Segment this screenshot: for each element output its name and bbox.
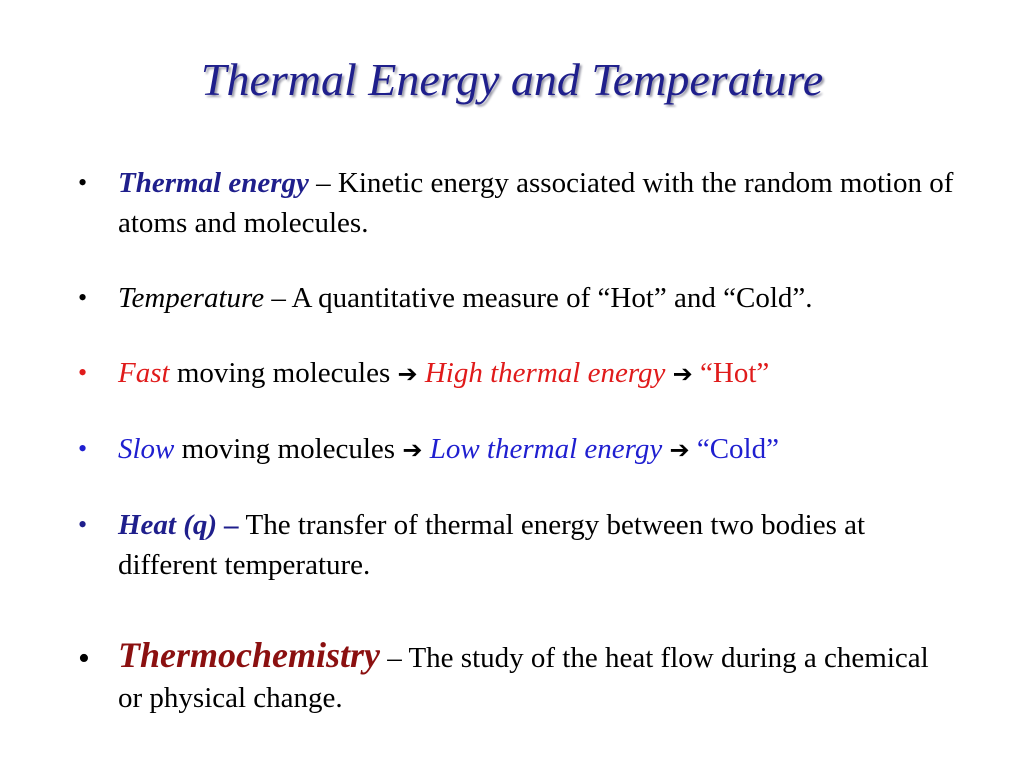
phrase-low-thermal-energy: Low thermal energy — [429, 433, 663, 465]
moving-molecules-text: moving molecules — [174, 433, 403, 465]
separator: – — [308, 167, 338, 199]
term-heat: Heat (q) – — [118, 509, 239, 541]
definition-thermal-energy: Kinetic energy associated with the random motion of atoms and molecules. — [118, 167, 954, 239]
definition-thermochemistry: The study of the heat flow during a chemical or physical change. — [118, 642, 929, 714]
bullet-marker: • — [78, 510, 88, 539]
term-slow: Slow — [118, 433, 175, 465]
bullet-list — [78, 163, 958, 753]
bullet-thermal-energy — [78, 163, 958, 243]
definition-temperature: A quantitative measure of “Hot” and “Cold”. — [291, 282, 813, 314]
term-thermal-energy: Thermal energy — [118, 167, 309, 199]
bullet-marker: • — [78, 283, 88, 312]
bullet-heat — [78, 505, 958, 585]
term-fast: Fast — [118, 357, 170, 389]
result-hot: “Hot” — [700, 357, 770, 389]
term-thermochemistry: Thermochemistry — [118, 635, 380, 675]
phrase-high-thermal-energy: High thermal energy — [424, 357, 666, 389]
bullet-marker: • — [78, 640, 90, 677]
right-arrow-icon: ➔ — [397, 360, 418, 388]
bullet-slow-molecules — [78, 429, 958, 470]
definition-heat: The transfer of thermal energy between two bodies at different temperature. — [118, 509, 866, 581]
result-cold: “Cold” — [696, 433, 779, 465]
bullet-temperature — [78, 278, 958, 318]
right-arrow-icon: ➔ — [669, 436, 690, 464]
bullet-marker: • — [78, 434, 88, 463]
separator: – — [379, 642, 409, 674]
slide-title: Thermal Energy and Temperature — [200, 54, 824, 105]
bullet-marker: • — [78, 168, 88, 197]
term-temperature: Temperature — [118, 282, 265, 314]
bullet-marker: • — [78, 358, 88, 387]
bullet-fast-molecules — [78, 353, 958, 394]
bullet-thermochemistry — [78, 635, 958, 718]
separator: – — [264, 282, 292, 314]
moving-molecules-text: moving molecules — [169, 357, 398, 389]
right-arrow-icon: ➔ — [672, 360, 693, 388]
right-arrow-icon: ➔ — [402, 436, 423, 464]
